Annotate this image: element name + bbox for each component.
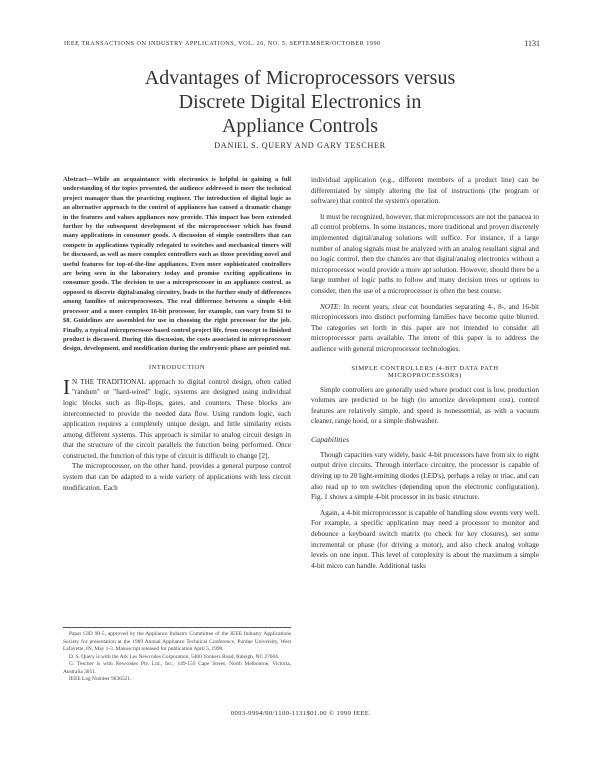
footnote-log-number: IEEE Log Number 9036521.: [69, 676, 132, 682]
journal-running-title: IEEE TRANSACTIONS ON INDUSTRY APPLICATIONS, VOL. 26, NO. 5, SEPTEMBER/OCTOBER 1990: [64, 40, 381, 47]
section-heading-simple-controllers: [311, 365, 539, 379]
abstract-text: Abstract—While an acquaintance with electronics is helpful in gaining a full understanding of the topics presented, the audience addressed is more the technical project manager than the practicing engineer. The introduction of digital logic as an alternative approach to the control of appliances has caused a dramatic change in the features and values appliances now provide. This impact has been extended further by the subsequent development of the microprocessor which has found many applications in consumer goods. A discussion of simple controllers that can compete in applications typically relegated to switches and mechanical timers will be discussed, as well as more complex controllers such as those providing novel and useful features for top-of-the-line appliances. Even more sophisticated controllers are being seen in the laboratory today and promise exciting applications in consumer goods. The decision to use a microprocessor in an appliance control, as opposed to discrete digital/analog circuitry, leads to the further study of differences among families of microprocessors. The real difference between a simple 4-bit processor and a more complex 16-bit processor, for example, can vary from $1 to $8. Guidelines are assembled for use in choosing the right processor for the job. Finally, a typical microprocessor-based control project life, from concept to finished product is discussed. During this discussion, the costs associated in microprocessor design, development, and modification during the embryonic phase are pointed out.: [63, 176, 291, 353]
author-line: DANIEL S. QUERY AND GARY TESCHER: [214, 141, 386, 150]
right-paragraph-3: Simple controllers are generally used where product cost is low, production volumes are predicted to be high (to amortize development cost), control features are relatively simple, and speed is nonessential, as with a vacuum cleaner, range hood, or a simple dishwasher.: [311, 385, 539, 426]
title-line-3: Appliance Controls: [221, 115, 379, 137]
note-paragraph: [311, 302, 539, 355]
subsection-heading-capabilities: Capabilities: [311, 434, 350, 444]
footnote-author-1: D. S. Query is with the Ark Les Newcodes Corporation, 5400 Yonkers Road, Raleigh, NC 27604.: [69, 653, 280, 660]
intro-paragraph-2: The microprocessor, on the other hand, provides a general purpose control system that can be adapted to a wide variety of applications with less circuit modification. Each: [63, 462, 291, 492]
drop-cap: I: [63, 374, 70, 399]
running-header: [64, 40, 540, 52]
section-heading-line-2: MICROPROCESSORS): [388, 371, 462, 379]
note-label: NOTE:: [320, 302, 341, 311]
right-paragraph-4: Though capacities vary widely, basic 4-bit processors have from six to eight output drive circuits. Through interface circuitry, the processor is capable of driving up to 20 light-emitting diodes (LED's), perhaps a relay or triac, and can also read up to ten switches (depending upon the electronic configuration). Fig. 1 shows a simple 4-bit processor in its basic structure.: [311, 450, 539, 502]
abstract: [63, 175, 291, 354]
footnote-author-2: G. Tescher is with Newcodes Pty. Ltd., Inc., 149-159 Cape Street, North Melbourne, Victoria, Australia 3051.: [63, 661, 291, 675]
section-heading-introduction: INTRODUCTION: [148, 363, 206, 371]
right-paragraph-5: Again, a 4-bit microprocessor is capable of handling slow events very well. For example, a specific application may need a processor to monitor and debounce a keyboard switch matrix (to check for key closures), set some incremental or phase (for driving a motor), and also check analog voltage levels on one input. This level of complexity is about the maximum a simple 4-bit micro can handle. Additional tasks: [311, 508, 539, 570]
right-column: [311, 175, 539, 571]
right-paragraph-2: It must be recognized, however, that microprocessors are not the panacea to all control problems. In some instances, more traditional and proven discretely implemented digital/analog solutions will suffice. For instance, if a large number of analog signals must be analyzed with an analog resultant signal and no logic control, then the chances are that digital/analog electronics without a microprocessor would provide a more apt solution. However, should there be a large number of logic paths to follow and many decision trees or options to consider, then the use of a microprocessor is often the best course.: [311, 212, 539, 295]
title-line-2: Discrete Digital Electronics in: [178, 91, 422, 113]
paper-title: [0, 66, 600, 138]
page-number: 1131: [524, 39, 540, 48]
title-line-1: Advantages of Microprocessors versus: [144, 67, 456, 89]
footnote-paper-info: Paper GID 90-5, approved by the Appliance Industry Committee of the IEEE Industry Applications Society for presentation at the 1989 Annual Appliance Technical Conference, Purdue University, West Lafayette, IN, May 1-3. Manuscript released for publication April 5, 1990.: [63, 631, 291, 652]
intro-paragraph-1: [63, 374, 291, 462]
left-column: [63, 175, 291, 493]
footnotes: [63, 627, 291, 684]
note-text: In recent years, clear cut boundaries separating 4-, 8-, and 16-bit microprocessors into distinct performing families have become quite blurred. The categories set forth in this paper are not intended to consider all microprocessor parts available. The intent of this paper is to address the audience with general microprocessor technologies.: [311, 302, 539, 353]
section-heading-line-1: SIMPLE CONTROLLERS (4-BIT DATA PATH: [351, 364, 499, 372]
right-paragraph-1: individual application (e.g., different members of a product line) can be differentiated by simply altering the list of instructions (the program or software) that control the system's operation.: [311, 176, 539, 206]
copyright-code: 0093-9994/90/1100-1131$01.00 © 1990 IEEE: [230, 710, 370, 717]
intro-paragraph-1-text: N THE TRADITIONAL approach to digital control design, often called "random" or "hard-wired" logic, systems are designed using individual logic blocks such as flip-flops, gates, and counters. These blocks are interconnected to provide the needed data flow. Using random logic, each application requires a completely unique design, and little similarity exists among different systems. This approach is similar to analog circuit design in that the structure of the circuit parallels the function being performed. Once constructed, the function of this type of circuit is difficult to change [2].: [63, 377, 291, 460]
